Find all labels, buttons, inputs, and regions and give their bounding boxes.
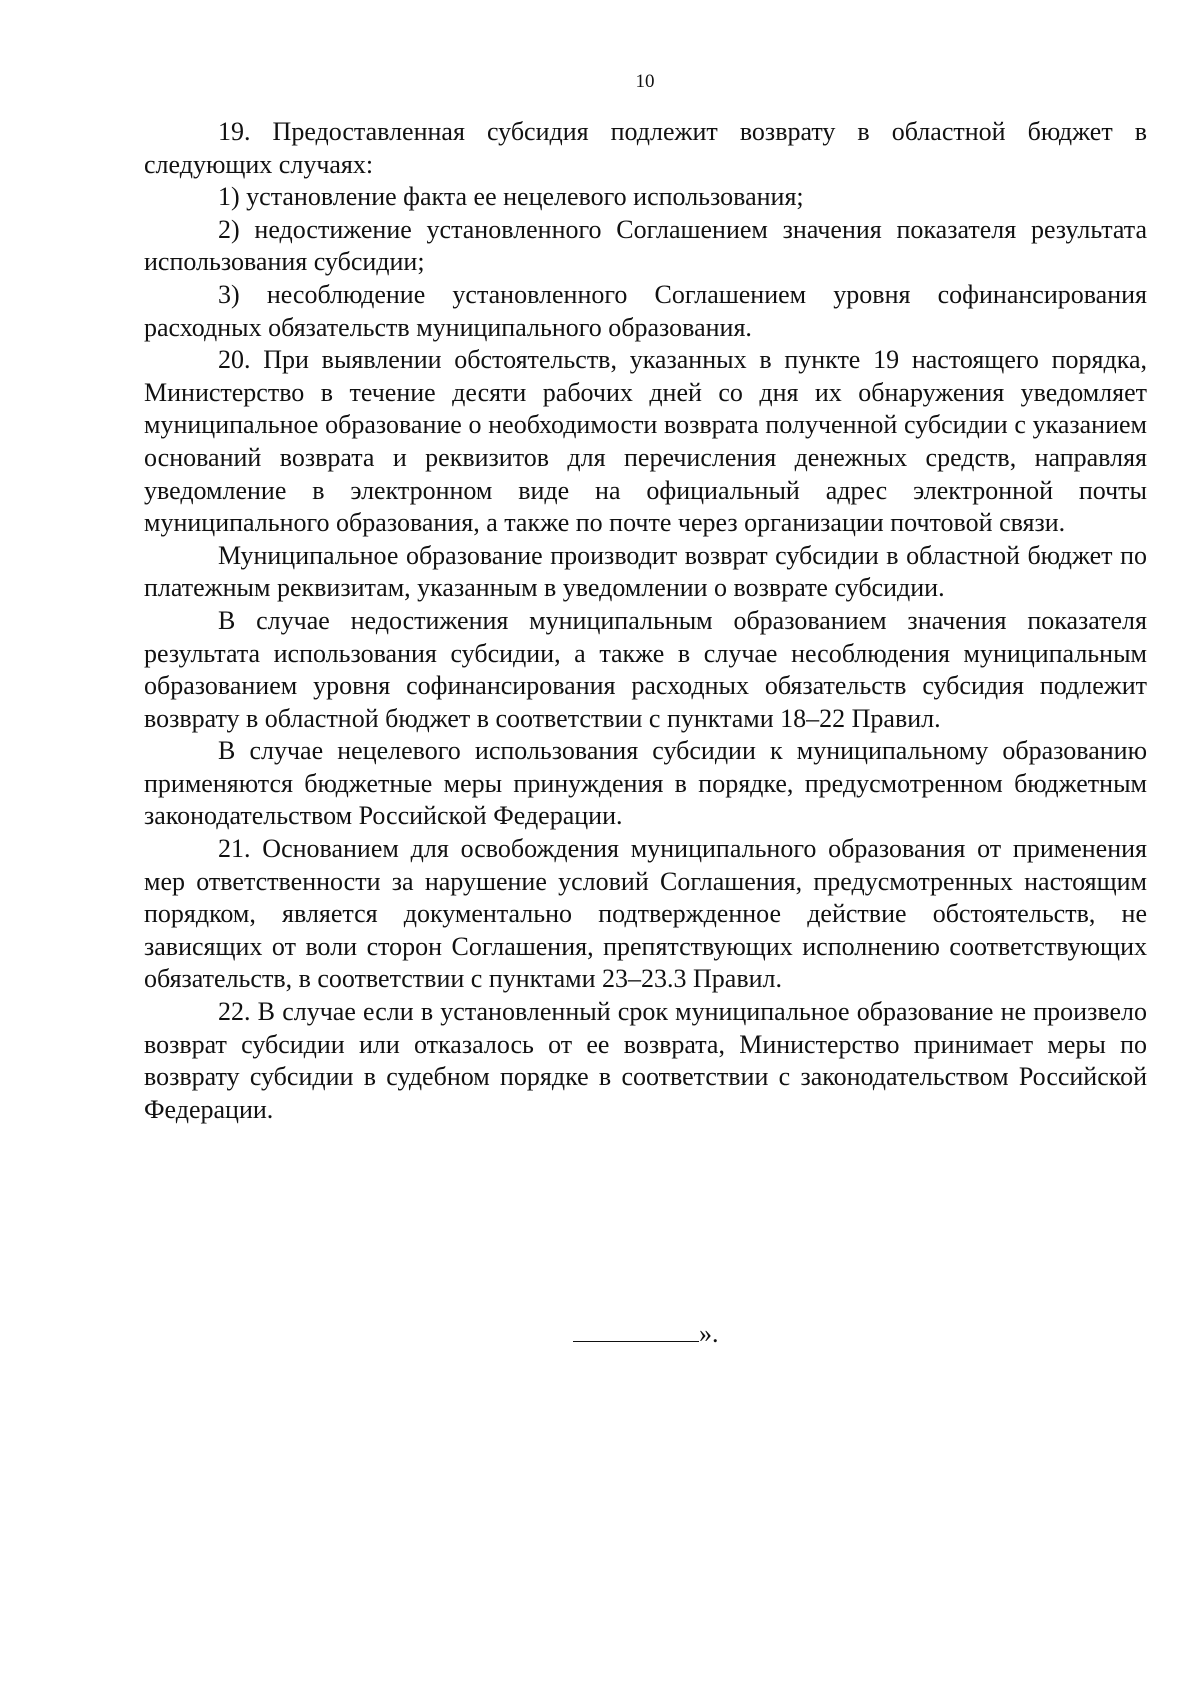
paragraph-20-return: Муниципальное образование производит возврат субсидии в областной бюджет по платежным реквизитам, указанным в уведомлении о возврате субсидии. (144, 540, 1147, 603)
closing-mark (573, 1318, 719, 1350)
paragraph-19-item-3: 3) несоблюдение установленного Соглашением уровня софинансирования расходных обязательств муниципального образования. (144, 279, 1147, 342)
page-number: 10 (635, 71, 655, 92)
paragraph-20-non-achievement: В случае недостижения муниципальным образованием значения показателя результата использования субсидии, а также в случае несоблюдения муниципальным образованием уровня софинансирования расходных обязательств субсидия подлежит возврату в областной бюджет в соответствии с пунктами 18–22 Правил. (144, 605, 1147, 733)
paragraph-19: 19. Предоставленная субсидия подлежит возврату в областной бюджет в следующих случаях: (144, 117, 1147, 179)
paragraph-22: 22. В случае если в установленный срок муниципальное образование не произвело возврат субсидии или отказалось от ее возврата, Министерство принимает меры по возврату субсидии в судебном порядке в соответствии с законодательством Российской Федерации. (144, 997, 1147, 1124)
closing-underline (573, 1319, 699, 1342)
paragraph-19-item-1: 1) установление факта ее нецелевого использования; (218, 182, 804, 212)
paragraph-21: 21. Основанием для освобождения муниципального образования от применения мер ответственности за нарушение условий Соглашения, предусмотренных настоящим порядком, является документально подтвержденное действие обстоятельств, не зависящих от воли сторон Соглашения, препятствующих исполнению соответствующих обязательств, в соответствии с пунктами 23–23.3 Правил. (144, 834, 1147, 994)
paragraph-20-misuse: В случае нецелевого использования субсидии к муниципальному образованию применяются бюджетные меры принуждения в порядке, предусмотренном бюджетным законодательством Российской Федерации. (144, 736, 1147, 831)
paragraph-19-item-2: 2) недостижение установленного Соглашением значения показателя результата использования субсидии; (144, 214, 1147, 277)
paragraph-20: 20. При выявлении обстоятельств, указанных в пункте 19 настоящего порядка, Министерство в течение десяти рабочих дней со дня их обнаружения уведомляет муниципальное образование о необходимости возврата полученной субсидии с указанием оснований возврата и реквизитов для перечисления денежных средств, направляя уведомление в электронном виде на официальный адрес электронной почты муниципального образования, а также по почте через организации почтовой связи. (144, 345, 1147, 538)
closing-quote: ». (699, 1319, 719, 1348)
document-body (144, 116, 1147, 1126)
